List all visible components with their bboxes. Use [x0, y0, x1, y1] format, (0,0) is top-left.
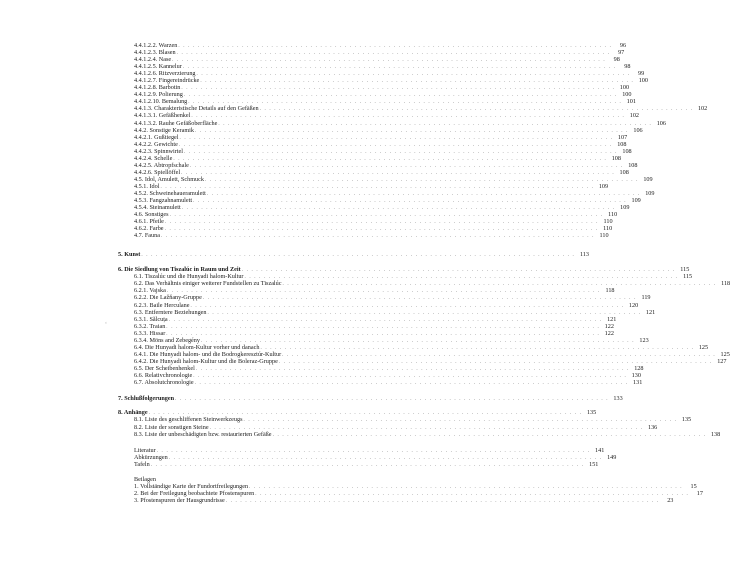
toc-entry-page: 109	[643, 176, 653, 183]
toc-entry-page: 149	[607, 454, 617, 461]
toc-dot-leader: . . . . . . . . . . . . . . . . . . . . . . . . . . . . . . . . . . . . . . . . . . . . . . . . . . . . . . . . . . . . . . . . . . . . . . . . . . . . . . . . . . . . . . . . .	[272, 433, 707, 438]
toc-dot-leader: . . . . . . . . . . . . . . . . . . . . . . . . . . . . . . . . . . . . . . . . . . . . . . . . . . . . . . . . . . . . . . . . . . . . . . . . . . . . . . . . . . . . . . . . .	[182, 65, 617, 70]
toc-entry-label: 4.4.1.2.4. Nase	[134, 56, 172, 63]
toc-entry-label: 8. Anhänge	[118, 409, 148, 416]
toc-dot-leader: . . . . . . . . . . . . . . . . . . . . . . . . . . . . . . . . . . . . . . . . . . . . . . . . . . . . . . . . . . . . . . . . . . . . . . . . . . . . . . . . . . . . . . . . .	[181, 206, 616, 211]
toc-dot-leader: . . . . . . . . . . . . . . . . . . . . . . . . . . . . . . . . . . . . . . . . . . . . . . . . . . . . . . . . . . . . . . . . . . . . . . . . . . . . . . . . . . . . . . . . .	[190, 304, 625, 309]
toc-entry-page: 108	[611, 155, 621, 162]
toc-dot-leader: . . . . . . . . . . . . . . . . . . . . . . . . . . . . . . . . . . . . . . . . . . . . . . . . . . . . . . . . . . . . . . . . . . . . . . . . . . . . . . . . . . . . . . . . .	[225, 499, 660, 504]
toc-entry-label: 4.7. Fauna	[134, 232, 160, 239]
toc-entry-page: 131	[633, 379, 643, 386]
toc-entry	[134, 112, 640, 120]
toc-entry	[134, 497, 674, 505]
toc-entry-label: 6.4.1. Die Hunyadi halom- und die Bodrogkeresztúr-Kultur	[134, 351, 282, 358]
toc-dot-leader: . . . . . . . . . . . . . . . . . . . . . . . . . . . . . . . . . . . . . . . . . . . . . . . . . . . . . . . . . . . . . . . . . . . . . . . . . . . . . . . . . . . . . . . . .	[160, 234, 595, 239]
toc-entry-page: 125	[698, 344, 709, 351]
toc-dot-leader: . . . . . . . . . . . . . . . . . . . . . . . . . . . . . . . . . . . . . . . . . . . . . . . . . . . . . . . . . . . . . . . . . . . . . . . . . . . . . . . . . . . . . . . . .	[204, 178, 639, 183]
toc-entry	[134, 232, 609, 240]
toc-entry-page: 99	[637, 70, 645, 77]
toc-entry	[134, 431, 721, 439]
toc-entry-page: 109	[645, 190, 655, 197]
toc-entry-label: Abkürzungen	[134, 454, 168, 461]
toc-entry-page: 138	[710, 431, 721, 438]
toc-dot-leader: . . . . . . . . . . . . . . . . . . . . . . . . . . . . . . . . . . . . . . . . . . . . . . . . . . . . . . . . . . . . . . . . . . . . . . . . . . . . . . . . . . . . . . . . .	[178, 44, 613, 49]
toc-entry	[118, 251, 590, 259]
toc-entry-page: 125	[720, 351, 730, 358]
toc-entry-page: 98	[624, 63, 631, 70]
toc-dot-leader: . . . . . . . . . . . . . . . . . . . . . . . . . . . . . . . . . . . . . . . . . . . . . . . . . . . . . . . . . . . . . . . . . . . . . . . . . . . . . . . . . . . . . . . . .	[168, 456, 603, 461]
toc-dot-leader: . . . . . . . . . . . . . . . . . . . . . . . . . . . . . . . . . . . . . . . . . . . . . . . . . . . . . . . . . . . . . . . . . . . . . . . . . . . . . . . . . . . . . . . . .	[282, 282, 717, 287]
toc-entry-page: 102	[697, 105, 708, 112]
toc-entry-label: 6.3. Entferntere Beziehungen	[134, 309, 207, 316]
toc-entry-label: 4.4.1.2.2. Warzen	[134, 42, 178, 49]
toc-dot-leader: . . . . . . . . . . . . . . . . . . . . . . . . . . . . . . . . . . . . . . . . . . . . . . . . . . . . . . . . . . . . . . . . . . . . . . . . . . . . . . . . . . . . . . . . .	[249, 485, 683, 490]
toc-entry-label: 6.3.3. Hissar	[134, 330, 166, 337]
toc-entry-page: 151	[589, 461, 599, 468]
toc-entry-page: 106	[633, 127, 643, 134]
toc-entry-label: 4.5.2. Schweinehaueramulett	[134, 190, 206, 197]
toc-entry-label: 1. Vollständige Karte der Fundortfreilegungen	[134, 483, 249, 490]
toc-dot-leader: . . . . . . . . . . . . . . . . . . . . . . . . . . . . . . . . . . . . . . . . . . . . . . . . . . . . . . . . . . . . . . . . . . . . . . . . . . . . . . . . . . . . . . . . .	[181, 171, 615, 176]
toc-entry-label: 6.1. Tiszalúc und die Hunyadi halom-Kultur	[134, 273, 244, 280]
toc-dot-leader: . . . . . . . . . . . . . . . . . . . . . . . . . . . . . . . . . . . . . . . . . . . . . . . . . . . . . . . . . . . . . . . . . . . . . . . . . . . . . . . . . . . . . . . . .	[260, 346, 695, 351]
toc-dot-leader: . . . . . . . . . . . . . . . . . . . . . . . . . . . . . . . . . . . . . . . . . . . . . . . . . . . . . . . . . . . . . . . . . . . . . . . . . . . . . . . . . . . . . . . . .	[148, 411, 583, 416]
toc-dot-leader: . . . . . . . . . . . . . . . . . . . . . . . . . . . . . . . . . . . . . . . . . . . . . . . . . . . . . . . . . . . . . . . . . . . . . . . . . . . . . . . . . . . . . . . . .	[196, 72, 631, 77]
toc-dot-leader: . . . . . . . . . . . . . . . . . . . . . . . . . . . . . . . . . . . . . . . . . . . . . . . . . . . . . . . . . . . . . . . . . . . . . . . . . . . . . . . . . . . . . . . . .	[166, 332, 600, 337]
toc-entry-page: 141	[595, 447, 605, 454]
toc-entry-label: Literatur	[134, 447, 156, 454]
toc-dot-leader: . . . . . . . . . . . . . . . . . . . . . . . . . . . . . . . . . . . . . . . . . . . . . . . . . . . . . . . . . . . . . . . . . . . . . . . . . . . . . . . . . . . . . . . . .	[179, 136, 614, 141]
toc-entry-label: 6. Die Siedlung von Tiszalúc in Raum und Zeit	[118, 266, 241, 273]
toc-entry-page: 121	[645, 309, 656, 316]
toc-dot-leader: . . . . . . . . . . . . . . . . . . . . . . . . . . . . . . . . . . . . . . . . . . . . . . . . . . . . . . . . . . . . . . . . . . . . . . . . . . . . . . . . . . . . . . . . .	[241, 268, 676, 273]
toc-entry-page: 96	[619, 42, 627, 49]
toc-dot-leader: . . . . . . . . . . . . . . . . . . . . . . . . . . . . . . . . . . . . . . . . . . . . . . . . . . . . . . . . . . . . . . . . . . . . . . . . . . . . . . . . . . . . . . . . .	[207, 311, 642, 316]
toc-entry-page: 122	[604, 323, 614, 330]
toc-dot-leader: . . . . . . . . . . . . . . . . . . . . . . . . . . . . . . . . . . . . . . . . . . . . . . . . . . . . . . . . . . . . . . . . . . . . . . . . . . . . . . . . . . . . . . . . .	[193, 374, 627, 379]
toc-entry-page: 135	[586, 409, 597, 416]
toc-entry	[134, 294, 651, 302]
toc-entry-label: 4.6.1. Pfeile	[134, 218, 164, 225]
toc-entry-page: 110	[599, 232, 609, 239]
toc-dot-leader: . . . . . . . . . . . . . . . . . . . . . . . . . . . . . . . . . . . . . . . . . . . . . . . . . . . . . . . . . . . . . . . . . . . . . . . . . . . . . . . . . . . . . . . . .	[181, 86, 616, 91]
toc-dot-leader: . . . . . . . . . . . . . . . . . . . . . . . . . . . . . . . . . . . . . . . . . . . . . . . . . . . . . . . . . . . . . . . . . . . . . . . . . . . . . . . . . . . . . . . . .	[176, 51, 611, 56]
toc-entry-label: 4.4.1.2.7. Fingereindrücke	[134, 77, 200, 84]
toc-dot-leader: . . . . . . . . . . . . . . . . . . . . . . . . . . . . . . . . . . . . . . . . . . . . . . . . . . . . . . . . . . . . . . . . . . . . . . . . . . . . . . . . . . . . . . . . .	[195, 367, 630, 372]
toc-entry-label: Beilagen	[134, 476, 156, 483]
toc-entry-page: 108	[622, 148, 632, 155]
toc-entry-label: 2. Bei der Freilegung beobachtete Pfostenspuren	[134, 490, 255, 497]
toc-entry-label: 4.4.2. Sonstige Keramik	[134, 127, 194, 134]
toc-entry-page: 133	[613, 395, 623, 402]
toc-entry-label: 4.4.2.4. Schelle	[134, 155, 173, 162]
toc-dot-leader: . . . . . . . . . . . . . . . . . . . . . . . . . . . . . . . . . . . . . . . . . . . . . . . . . . . . . . . . . . . . . . . . . . . . . . . . . . . . . . . . . . . . . . . . .	[191, 114, 626, 119]
toc-entry-label: 4.4.1.2.3. Blasen	[134, 49, 176, 56]
toc-entry-page: 107	[617, 134, 628, 141]
toc-entry-label: 6.3.1. Sălcuța	[134, 316, 168, 323]
toc-entry-label: 4.4.2.5. Abtropfschale	[134, 162, 189, 169]
toc-entry-label: 6.6. Relativchronologie	[134, 372, 193, 379]
toc-dot-leader: . . . . . . . . . . . . . . . . . . . . . . . . . . . . . . . . . . . . . . . . . . . . . . . . . . . . . . . . . . . . . . . . . . . . . . . . . . . . . . . . . . . . . . . . .	[209, 426, 644, 431]
toc-dot-leader: . . . . . . . . . . . . . . . . . . . . . . . . . . . . . . . . . . . . . . . . . . . . . . . . . . . . . . . . . . . . . . . . . . . . . . . . . . . . . . . . . . . . . . . . .	[166, 289, 601, 294]
toc-entry-page: 102	[629, 112, 640, 119]
toc-entry-page: 122	[604, 330, 614, 337]
toc-entry-page: 118	[605, 287, 615, 294]
toc-dot-leader: . . . . . . . . . . . . . . . . . . . . . . . . . . . . . . . . . . . . . . . . . . . . . . . . . . . . . . . . . . . . . . . . . . . . . . . . . . . . . . . . . . . . . . . . .	[200, 79, 634, 84]
toc-entry-page: 110	[603, 225, 613, 232]
toc-entry-label: 4.4.2.2. Gewichte	[134, 141, 178, 148]
toc-entry-label: 4.5.1. Idol	[134, 183, 160, 190]
toc-entry-page: 101	[626, 98, 636, 105]
toc-entry-label: 4.4.1.3.1. Gefäßhenkel	[134, 112, 191, 119]
toc-dot-leader: . . . . . . . . . . . . . . . . . . . . . . . . . . . . . . . . . . . . . . . . . . . . . . . . . . . . . . . . . . . . . . . . . . . . . . . . . . . . . . . . . . . . . . . . .	[178, 143, 613, 148]
toc-entry-label: 4.4.1.2.9. Polierung	[134, 91, 183, 98]
toc-entry-label: 6.2.2. Die Lažňany-Gruppe	[134, 294, 202, 301]
toc-dot-leader: . . . . . . . . . . . . . . . . . . . . . . . . . . . . . . . . . . . . . . . . . . . . . . . . . . . . . . . . . . . . . . . . . . . . . . . . . . . . . . . . . . . . . . . . .	[168, 318, 603, 323]
toc-dot-leader: . . . . . . . . . . . . . . . . . . . . . . . . . . . . . . . . . . . . . . . . . . . . . . . . . . . . . . . . . . . . . . . . . . . . . . . . . . . . . . . . . . . . . . . . .	[201, 339, 635, 344]
toc-dot-leader: . . . . . . . . . . . . . . . . . . . . . . . . . . . . . . . . . . . . . . . . . . . . . . . . . . . . . . . . . . . . . . . . . . . . . . . . . . . . . . . . . . . . . . . . .	[243, 418, 678, 423]
toc-dot-leader: . . . . . . . . . . . . . . . . . . . . . . . . . . . . . . . . . . . . . . . . . . . . . . . . . . . . . . . . . . . . . . . . . . . . . . . . . . . . . . . . . . . . . . . . .	[156, 449, 591, 454]
toc-dot-leader: . . . . . . . . . . . . . . . . . . . . . . . . . . . . . . . . . . . . . . . . . . . . . . . . . . . . . . . . . . . . . . . . . . . . . . . . . . . . . . . . . . . . . . . . .	[169, 213, 604, 218]
toc-entry-label: 5. Kunst	[118, 251, 141, 258]
toc-dot-leader: . . . . . . . . . . . . . . . . . . . . . . . . . . . . . . . . . . . . . . . . . . . . . . . . . . . . . . . . . . . . . . . . . . . . . . . . . . . . . . . . . . . . . . . . .	[202, 296, 637, 301]
toc-entry-label: 6.4.2. Die Hunyadi halom-Kultur und die Boleraz-Gruppe	[134, 358, 278, 365]
toc-entry	[134, 416, 692, 424]
toc-entry-label: 6.2.3. Baile Herculane	[134, 302, 190, 309]
toc-entry-label: 6.2. Das Verhältnis einiger weiterer Fundstellen zu Tiszalúc	[134, 280, 282, 287]
toc-entry-page: 128	[634, 365, 644, 372]
toc-entry-page: 136	[647, 424, 658, 431]
toc-dot-leader: . . . . . . . . . . . . . . . . . . . . . . . . . . . . . . . . . . . . . . . . . . . . . . . . . . . . . . . . . . . . . . . . . . . . . . . . . . . . . . . . . . . . . . . . .	[164, 220, 599, 225]
toc-dot-leader: . . . . . . . . . . . . . . . . . . . . . . . . . . . . . . . . . . . . . . . . . . . . . . . . . . . . . . . . . . . . . . . . . . . . . . . . . . . . . . . . . . . . . . . . .	[194, 381, 629, 386]
toc-entry-page: 23	[667, 497, 674, 504]
toc-entry-label: 4.4.1.3.2. Rauhe Gefäßoberfläche	[134, 120, 218, 127]
toc-entry-page: 15	[690, 483, 697, 490]
toc-entry-label: 4.6.2. Farbe	[134, 225, 164, 232]
toc-entry-page: 108	[617, 141, 627, 148]
toc-dot-leader: . . . . . . . . . . . . . . . . . . . . . . . . . . . . . . . . . . . . . . . . . . . . . . . . . . . . . . . . . . . . . . . . . . . . . . . . . . . . . . . . . . . . . . . . .	[164, 227, 599, 232]
toc-dot-leader: . . . . . . . . . . . . . . . . . . . . . . . . . . . . . . . . . . . . . . . . . . . . . . . . . . . . . . . . . . . . . . . . . . . . . . . . . . . . . . . . . . . . . . . . .	[255, 492, 689, 497]
toc-entry-label: 4.5. Idol, Amulett, Schmuck	[134, 176, 204, 183]
toc-entry-label: 6.5. Der Scheibenhenkel	[134, 365, 195, 372]
toc-entry-label: Tafeln	[134, 461, 150, 468]
toc-entry-label: 6.4. Die Hunyadi halom-Kultur vorher und danach	[134, 344, 260, 351]
toc-entry-label: 4.4.1.2.10. Bemalung	[134, 98, 188, 105]
toc-entry-page: 108	[619, 169, 629, 176]
toc-dot-leader: . . . . . . . . . . . . . . . . . . . . . . . . . . . . . . . . . . . . . . . . . . . . . . . . . . . . . . . . . . . . . . . . . . . . . . . . . . . . . . . . . . . . . . . . .	[183, 93, 618, 98]
toc-entry-label: 4.4.1.2.6. Ritzverzierung	[134, 70, 196, 77]
toc-entry-page: 115	[683, 273, 693, 280]
toc-entry-label: 4.6. Sonstiges	[134, 211, 169, 218]
toc-dot-leader: . . . . . . . . . . . . . . . . . . . . . . . . . . . . . . . . . . . . . . . . . . . . . . . . . . . . . . . . . . . . . . . . . . . . . . . . . . . . . . . . . . . . . . . . .	[194, 129, 629, 134]
toc-entry-page: 115	[680, 266, 690, 273]
toc-dot-leader: . . . . . . . . . . . . . . . . . . . . . . . . . . . . . . . . . . . . . . . . . . . . . . . . . . . . . . . . . . . . . . . . . . . . . . . . . . . . . . . . . . . . . . . . .	[175, 397, 609, 402]
toc-dot-leader: . . . . . . . . . . . . . . . . . . . . . . . . . . . . . . . . . . . . . . . . . . . . . . . . . . . . . . . . . . . . . . . . . . . . . . . . . . . . . . . . . . . . . . . . .	[183, 150, 618, 155]
toc-entry	[134, 461, 599, 469]
toc-dot-leader: . . . . . . . . . . . . . . . . . . . . . . . . . . . . . . . . . . . . . . . . . . . . . . . . . . . . . . . . . . . . . . . . . . . . . . . . . . . . . . . . . . . . . . . . .	[166, 325, 600, 330]
margin-mark: ʻ	[105, 322, 107, 328]
toc-dot-leader: . . . . . . . . . . . . . . . . . . . . . . . . . . . . . . . . . . . . . . . . . . . . . . . . . . . . . . . . . . . . . . . . . . . . . . . . . . . . . . . . . . . . . . . . .	[244, 275, 679, 280]
toc-entry-label: 6.3.2. Traian	[134, 323, 166, 330]
toc-dot-leader: . . . . . . . . . . . . . . . . . . . . . . . . . . . . . . . . . . . . . . . . . . . . . . . . . . . . . . . . . . . . . . . . . . . . . . . . . . . . . . . . . . . . . . . . .	[282, 353, 716, 358]
toc-dot-leader: . . . . . . . . . . . . . . . . . . . . . . . . . . . . . . . . . . . . . . . . . . . . . . . . . . . . . . . . . . . . . . . . . . . . . . . . . . . . . . . . . . . . . . . . .	[188, 100, 622, 105]
toc-entry-page: 130	[631, 372, 641, 379]
toc-entry-label: 4.5.3. Fangzahnamulett	[134, 197, 193, 204]
toc-entry-label: 4.5.4. Steinamulett	[134, 204, 181, 211]
toc-entry-page: 109	[598, 183, 609, 190]
toc-entry-page: 100	[622, 91, 632, 98]
toc-entry-page: 120	[628, 302, 639, 309]
toc-dot-leader: . . . . . . . . . . . . . . . . . . . . . . . . . . . . . . . . . . . . . . . . . . . . . . . . . . . . . . . . . . . . . . . . . . . . . . . . . . . . . . . . . . . . . . . . .	[218, 122, 652, 127]
toc-entry-page: 108	[628, 162, 638, 169]
toc-dot-leader: . . . . . . . . . . . . . . . . . . . . . . . . . . . . . . . . . . . . . . . . . . . . . . . . . . . . . . . . . . . . . . . . . . . . . . . . . . . . . . . . . . . . . . . . .	[193, 199, 627, 204]
toc-entry-label: 4.4.1.2.5. Kannelur	[134, 63, 182, 70]
toc-dot-leader: . . . . . . . . . . . . . . . . . . . . . . . . . . . . . . . . . . . . . . . . . . . . . . . . . . . . . . . . . . . . . . . . . . . . . . . . . . . . . . . . . . . . . . . . .	[189, 164, 624, 169]
toc-entry-label: 7. Schlußfolgerungen	[118, 395, 175, 402]
toc-entry-page: 109	[631, 197, 641, 204]
toc-dot-leader: . . . . . . . . . . . . . . . . . . . . . . . . . . . . . . . . . . . . . . . . . . . . . . . . . . . . . . . . . . . . . . . . . . . . . . . . . . . . . . . . . . . . . . . . .	[259, 107, 694, 112]
toc-entry-label: 4.4.2.3. Spinnwirtel	[134, 148, 183, 155]
toc-entry-page: 100	[638, 77, 648, 84]
toc-entry-page: 100	[619, 84, 630, 91]
toc-entry-page: 135	[681, 416, 692, 423]
toc-entry-label: 6.3.4. Möns and Zebegény	[134, 337, 200, 344]
toc-entry-page: 113	[579, 251, 590, 258]
toc-entry-page: 98	[613, 56, 620, 63]
toc-entry-page: 109	[620, 204, 630, 211]
toc-entry	[134, 379, 643, 387]
toc-dot-leader: . . . . . . . . . . . . . . . . . . . . . . . . . . . . . . . . . . . . . . . . . . . . . . . . . . . . . . . . . . . . . . . . . . . . . . . . . . . . . . . . . . . . . . . . .	[141, 253, 576, 258]
toc-entry-page: 121	[607, 316, 617, 323]
toc-dot-leader: . . . . . . . . . . . . . . . . . . . . . . . . . . . . . . . . . . . . . . . . . . . . . . . . . . . . . . . . . . . . . . . . . . . . . . . . . . . . . . . . . . . . . . . . .	[173, 157, 607, 162]
toc-entry-page: 110	[608, 211, 618, 218]
toc-entry-page: 119	[641, 294, 651, 301]
toc-entry-page: 118	[721, 280, 730, 287]
toc-entry-page: 97	[618, 49, 625, 56]
toc-entry-label: 4.4.1.2.8. Barbotin	[134, 84, 181, 91]
toc-dot-leader: . . . . . . . . . . . . . . . . . . . . . . . . . . . . . . . . . . . . . . . . . . . . . . . . . . . . . . . . . . . . . . . . . . . . . . . . . . . . . . . . . . . . . . . . .	[206, 192, 641, 197]
toc-dot-leader: . . . . . . . . . . . . . . . . . . . . . . . . . . . . . . . . . . . . . . . . . . . . . . . . . . . . . . . . . . . . . . . . . . . . . . . . . . . . . . . . . . . . . . . . .	[160, 185, 595, 190]
toc-entry-label: 8.2. Liste der sonstigen Steine	[134, 424, 209, 431]
toc-entry-label: 6.2.1. Vajska	[134, 287, 166, 294]
toc-entry-page: 127	[717, 358, 727, 365]
toc-dot-leader: . . . . . . . . . . . . . . . . . . . . . . . . . . . . . . . . . . . . . . . . . . . . . . . . . . . . . . . . . . . . . . . . . . . . . . . . . . . . . . . . . . . . . . . . .	[172, 58, 606, 63]
toc-entry-label: 3. Pfostenspuren der Hausgrundrisse	[134, 497, 225, 504]
toc-entry-label: 8.3. Liste der unbeschädigten bzw. restaurierten Gefäße	[134, 431, 272, 438]
toc-entry-page: 123	[639, 337, 649, 344]
toc-entry-label: 8.1. Liste des geschliffenen Steinwerkzeugs	[134, 416, 243, 423]
toc-entry-label: 4.4.1.3. Charakteristische Details auf den Gefäßen	[134, 105, 259, 112]
toc-dot-leader: . . . . . . . . . . . . . . . . . . . . . . . . . . . . . . . . . . . . . . . . . . . . . . . . . . . . . . . . . . . . . . . . . . . . . . . . . . . . . . . . . . . . . . . . .	[150, 463, 585, 468]
toc-entry-label: 6.7. Absolutchronologie	[134, 379, 194, 386]
toc-entry	[118, 395, 623, 403]
toc-entry-page: 110	[603, 218, 613, 225]
toc-entry-label: 4.4.2.1. Gußtiegel	[134, 134, 179, 141]
toc-entry-page: 106	[656, 120, 666, 127]
toc-dot-leader: . . . . . . . . . . . . . . . . . . . . . . . . . . . . . . . . . . . . . . . . . . . . . . . . . . . . . . . . . . . . . . . . . . . . . . . . . . . . . . . . . . . . . . . . .	[278, 360, 713, 365]
toc-entry-page: 17	[696, 490, 703, 497]
toc-entry-label: 4.4.2.6. Spiellöffel	[134, 169, 181, 176]
